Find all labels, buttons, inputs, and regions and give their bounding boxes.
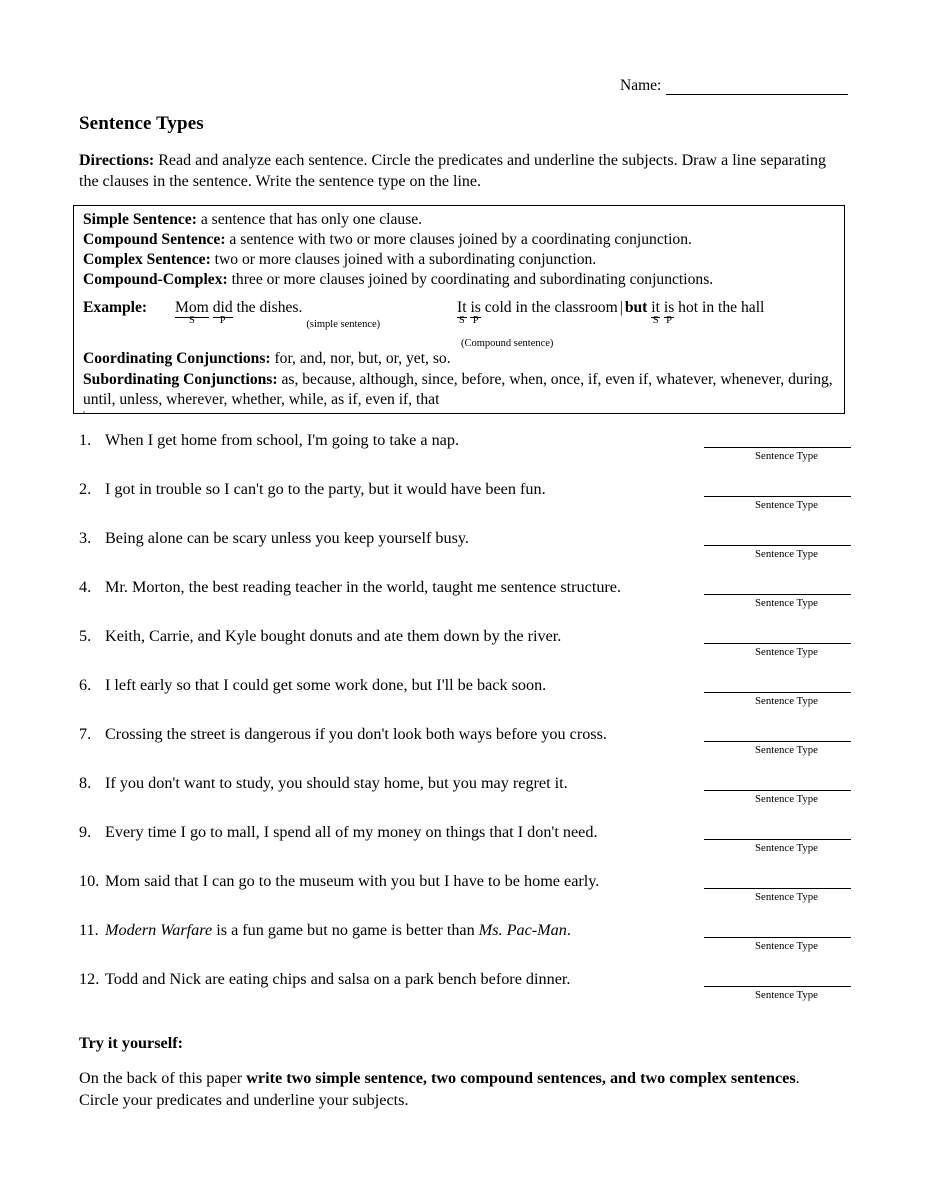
- example-simple-subject-mark: S: [188, 315, 195, 327]
- question-number-3: 3.: [79, 529, 92, 547]
- footer-body-pre: On the back of this paper: [79, 1069, 247, 1087]
- example-compound-predicate-1-word: is: [470, 299, 481, 317]
- question-number-10: 10.: [79, 872, 100, 890]
- stray-character-artifact: s: [83, 410, 86, 417]
- conjunctions-block: [83, 349, 836, 415]
- question-row: [73, 481, 853, 530]
- coordinating-conjunctions-label: Coordinating Conjunctions:: [83, 350, 271, 368]
- answer-caption-5: Sentence Type: [755, 646, 818, 658]
- question-row: [73, 677, 853, 726]
- footer-body: [79, 1068, 839, 1111]
- example-compound-subject-1: [457, 299, 467, 327]
- definition-complex-text: two or more clauses joined with a subordinating conjunction.: [210, 251, 597, 269]
- question-sentence-3: Being alone can be scary unless you keep yourself busy.: [105, 529, 469, 547]
- question-number-11: 11.: [79, 921, 99, 939]
- directions-text: Read and analyze each sentence. Circle the predicates and underline the subjects. Draw a line separating the clauses in the sentence. Write the sentence type on the line.: [79, 152, 826, 191]
- example-simple-predicate: [212, 299, 233, 327]
- subordinating-conjunctions-line: [83, 370, 836, 411]
- answer-rule-7[interactable]: [704, 741, 851, 742]
- question-sentence-9: Every time I go to mall, I spend all of my money on things that I don't need.: [105, 823, 598, 841]
- question-row: [73, 922, 853, 971]
- question-number-1: 1.: [79, 431, 92, 449]
- question-number-8: 8.: [79, 774, 92, 792]
- answer-rule-12[interactable]: [704, 986, 851, 987]
- example-compound-predicate-2-mark: P: [666, 315, 672, 327]
- coordinating-conjunctions-list: for, and, nor, but, or, yet, so.: [270, 350, 451, 368]
- question-sentence-5: Keith, Carrie, and Kyle bought donuts and ate them down by the river.: [105, 627, 562, 645]
- answer-rule-10[interactable]: [704, 888, 851, 889]
- example-simple-predicate-mark: P: [219, 315, 226, 327]
- question-text-4: [79, 579, 621, 597]
- footer-section: [79, 1034, 839, 1111]
- definition-compound-complex: [83, 270, 836, 290]
- example-compound-note: (Compound sentence): [461, 337, 554, 349]
- question-sentence-8: If you don't want to study, you should stay home, but you may regret it.: [105, 774, 568, 792]
- answer-blank-1[interactable]: [704, 447, 851, 462]
- answer-blank-7[interactable]: [704, 741, 851, 756]
- question-number-5: 5.: [79, 627, 92, 645]
- example-simple-subject-word: Mom: [175, 299, 209, 317]
- example-compound-subject-1-mark: S: [458, 315, 465, 327]
- answer-rule-11[interactable]: [704, 937, 851, 938]
- question-11-title-1: Modern Warfare: [105, 921, 213, 939]
- answer-blank-12[interactable]: [704, 986, 851, 1001]
- example-simple-note: (simple sentence): [306, 319, 381, 331]
- answer-rule-1[interactable]: [704, 447, 851, 448]
- answer-caption-12: Sentence Type: [755, 989, 818, 1001]
- answer-blank-3[interactable]: [704, 545, 851, 560]
- coordinating-conjunctions-line: [83, 349, 836, 369]
- question-sentence-11: Modern Warfare is a fun game but no game is better than Ms. Pac-Man.: [105, 921, 571, 939]
- directions-label: Directions:: [79, 152, 155, 169]
- question-sentence-2: I got in trouble so I can't go to the party, but it would have been fun.: [105, 480, 546, 498]
- answer-rule-8[interactable]: [704, 790, 851, 791]
- question-11-title-2: Ms. Pac-Man: [478, 921, 567, 939]
- example-simple-subject: [175, 299, 209, 327]
- question-row: [73, 628, 853, 677]
- answer-caption-8: Sentence Type: [755, 793, 818, 805]
- question-row: [73, 824, 853, 873]
- answer-blank-10[interactable]: [704, 888, 851, 903]
- definition-compound-text: a sentence with two or more clauses joined by a coordinating conjunction.: [225, 231, 692, 249]
- example-simple-predicate-word: did: [212, 299, 233, 317]
- definition-compound-complex-term: Compound-Complex:: [83, 271, 228, 289]
- answer-rule-5[interactable]: [704, 643, 851, 644]
- question-text-12: [79, 971, 570, 989]
- question-sentence-7: Crossing the street is dangerous if you don't look both ways before you cross.: [105, 725, 607, 743]
- answer-rule-2[interactable]: [704, 496, 851, 497]
- answer-caption-4: Sentence Type: [755, 597, 818, 609]
- question-text-11: [79, 922, 571, 940]
- answer-blank-6[interactable]: [704, 692, 851, 707]
- example-compound-subject-2-mark: S: [652, 315, 659, 327]
- example-compound-conjunction: but: [624, 299, 648, 317]
- clause-divider-mark: |: [619, 299, 623, 317]
- definition-complex-term: Complex Sentence:: [83, 251, 211, 269]
- question-row: [73, 432, 853, 481]
- definition-complex: [83, 250, 836, 270]
- definitions-box: [73, 205, 845, 417]
- answer-blank-4[interactable]: [704, 594, 851, 609]
- question-sentence-4: Mr. Morton, the best reading teacher in the world, taught me sentence structure.: [105, 578, 622, 596]
- name-input-blank[interactable]: [666, 80, 848, 95]
- question-sentence-1: When I get home from school, I'm going to take a nap.: [105, 431, 459, 449]
- question-row: [73, 726, 853, 775]
- page-title: Sentence Types: [79, 113, 204, 134]
- question-number-2: 2.: [79, 480, 92, 498]
- question-row: [73, 530, 853, 579]
- question-row: [73, 971, 853, 1020]
- answer-caption-3: Sentence Type: [755, 548, 818, 560]
- directions-paragraph: [79, 150, 847, 192]
- example-compound-subject-2-word: it: [651, 299, 660, 317]
- question-sentence-12: Todd and Nick are eating chips and salsa on a park bench before dinner.: [105, 970, 571, 988]
- example-compound-rest-1: cold in the classroom: [484, 299, 618, 317]
- subordinating-conjunctions-list: as, because, although, since, before, when, once, if, even if, whatever, whenever, during, until, unless, wherever, whether, while, as if, even if, that: [83, 370, 833, 408]
- example-compound-subject-1-word: It: [457, 299, 467, 317]
- answer-blank-8[interactable]: [704, 790, 851, 805]
- example-compound-predicate-1: [470, 299, 481, 327]
- answer-rule-6[interactable]: [704, 692, 851, 693]
- example-row: [83, 299, 836, 349]
- answer-rule-4[interactable]: [704, 594, 851, 595]
- question-text-8: [79, 775, 568, 793]
- questions-list: [73, 432, 853, 1020]
- question-row: [73, 873, 853, 922]
- question-number-6: 6.: [79, 676, 92, 694]
- name-field-row: [620, 78, 848, 95]
- answer-blank-5[interactable]: [704, 643, 851, 658]
- question-number-9: 9.: [79, 823, 92, 841]
- definition-simple-term: Simple Sentence:: [83, 211, 197, 228]
- answer-caption-9: Sentence Type: [755, 842, 818, 854]
- answer-rule-3[interactable]: [704, 545, 851, 546]
- definition-simple-text: a sentence that has only one clause.: [196, 211, 423, 228]
- question-row: [73, 579, 853, 628]
- answer-caption-10: Sentence Type: [755, 891, 818, 903]
- answer-caption-2: Sentence Type: [755, 499, 818, 511]
- question-number-7: 7.: [79, 725, 92, 743]
- question-number-4: 4.: [79, 578, 92, 596]
- question-text-9: [79, 824, 598, 842]
- question-text-1: [79, 432, 459, 450]
- example-compound-sentence: [457, 299, 836, 349]
- example-label: Example:: [83, 299, 148, 317]
- definition-compound-term: Compound Sentence:: [83, 231, 226, 249]
- definition-simple: [83, 210, 836, 230]
- name-label: Name:: [620, 77, 662, 94]
- example-simple-rest: the dishes.: [236, 299, 303, 317]
- question-row: [73, 775, 853, 824]
- example-compound-rest-2: hot in the hall: [678, 299, 765, 317]
- answer-blank-2[interactable]: [704, 496, 851, 511]
- answer-caption-7: Sentence Type: [755, 744, 818, 756]
- footer-heading: Try it yourself:: [79, 1034, 183, 1052]
- question-text-3: [79, 530, 469, 548]
- example-compound-subject-2: [651, 299, 660, 327]
- answer-caption-11: Sentence Type: [755, 940, 818, 952]
- answer-blank-11[interactable]: [704, 937, 851, 952]
- example-compound-predicate-2-word: is: [663, 299, 675, 317]
- definition-compound: [83, 230, 836, 250]
- answer-blank-9[interactable]: [704, 839, 851, 854]
- footer-body-bold: write two simple sentence, two compound sentences, and two complex sentences: [246, 1069, 796, 1087]
- question-sentence-6: I left early so that I could get some work done, but I'll be back soon.: [105, 676, 547, 694]
- question-number-12: 12.: [79, 970, 100, 988]
- answer-rule-9[interactable]: [704, 839, 851, 840]
- example-simple-sentence: [175, 299, 381, 331]
- example-compound-predicate-1-mark: P: [472, 315, 479, 327]
- subordinating-conjunctions-label: Subordinating Conjunctions:: [83, 370, 278, 388]
- example-compound-predicate-2: [663, 299, 675, 327]
- question-text-2: [79, 481, 546, 499]
- footer-body-post: . Circle your predicates and underline your subjects.: [79, 1069, 800, 1109]
- question-text-10: [79, 873, 599, 891]
- answer-caption-6: Sentence Type: [755, 695, 818, 707]
- answer-caption-1: Sentence Type: [755, 450, 818, 462]
- question-text-6: [79, 677, 546, 695]
- definition-compound-complex-text: three or more clauses joined by coordinating and subordinating conjunctions.: [227, 271, 714, 289]
- question-text-7: [79, 726, 607, 744]
- question-sentence-10: Mom said that I can go to the museum with you but I have to be home early.: [105, 872, 600, 890]
- question-text-5: [79, 628, 561, 646]
